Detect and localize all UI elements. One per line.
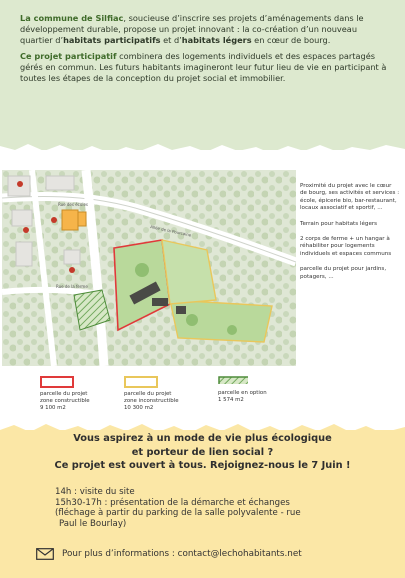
- intro-paragraph-1: [20, 13, 390, 46]
- legend-option: [218, 376, 267, 404]
- intro-text-a: , soucieuse d’inscrire ses projets d’aménagements dans le développement durable, propose un projet innovant : la co-création d’un nouveau quartier d’: [20, 13, 364, 45]
- legend-constructible: [40, 376, 90, 412]
- event-schedule: [55, 487, 385, 529]
- legend-swatch-hatch: [218, 376, 248, 384]
- note-jardins: parcelle du projet pour jardins, potagers, ...: [300, 266, 387, 280]
- commune-name: La commune de Silfiac: [20, 13, 124, 23]
- headline-line-2: et porteur de lien social ?: [131, 446, 274, 458]
- legend-label: parcelle du projet: [124, 391, 172, 397]
- legend-swatch-red: [40, 376, 74, 388]
- site-map: [2, 170, 296, 366]
- torn-paper-edge-top: [0, 136, 405, 170]
- envelope-icon: [36, 548, 54, 560]
- intro-paragraph-2: [20, 51, 390, 84]
- legend-label: parcelle du projet: [40, 391, 88, 397]
- legend-inconstructible: [124, 376, 179, 412]
- note-terrain: Terrain pour habitats légers: [300, 220, 378, 227]
- contact-text[interactable]: Pour plus d’informations : contact@lechohabitants.net: [62, 549, 302, 559]
- habitats-legers: habitats légers: [181, 35, 252, 45]
- habitats-participatifs: habitats participatifs: [63, 35, 161, 45]
- legend-label: parcelle en option: [218, 390, 267, 396]
- schedule-visit: 14h : visite du site: [55, 487, 135, 497]
- schedule-directions: (fléchage à partir du parking de la salle polyvalente - rue: [55, 508, 301, 518]
- projet-participatif: Ce projet participatif: [20, 51, 117, 61]
- legend-area: 10 300 m2: [124, 405, 154, 411]
- intro-text-d: combinera des logements individuels et des espaces partagés gérés en commun. Les futurs habitants imagineront leur futur lieu de vie en participant à toutes les étapes de la conception du projet social et immobilier.: [20, 51, 387, 83]
- legend-area: 1 574 m2: [218, 397, 244, 403]
- legend-label: zone constructible: [40, 398, 90, 404]
- schedule-directions-2: Paul le Bourlay): [59, 518, 127, 529]
- street-label-1: Rue des écoles: [58, 202, 88, 207]
- intro-text-b: et d’: [160, 35, 182, 45]
- legend-area: 9 100 m2: [40, 405, 66, 411]
- street-label-2: Rue de la ferme: [56, 284, 88, 289]
- intro-text: [20, 13, 390, 89]
- legend-label: zone inconstructible: [124, 398, 179, 404]
- intro-text-c: en cœur de bourg.: [251, 35, 331, 45]
- note-corps-de-ferme: 2 corps de ferme + un hangar à réhabiliter pour logements individuels et espaces communs: [300, 236, 392, 257]
- headline-line-3: Ce projet est ouvert à tous. Rejoignez-nous le 7 Juin !: [54, 460, 351, 471]
- call-to-action: [20, 432, 385, 473]
- note-proximite: Proximité du projet avec le cœur de bourg, ses activités et services : école, épicerie bio, bar-restaurant, locaux associatif et sportif, ...: [300, 183, 400, 212]
- schedule-presentation: 15h30-17h : présentation de la démarche et échanges: [55, 497, 290, 508]
- legend-swatch-yellow: [124, 376, 158, 388]
- contact-line: [36, 548, 376, 560]
- map-side-notes: [300, 183, 400, 289]
- street-label-3: Allée de la Pourcaine: [149, 224, 192, 238]
- headline-line-1: Vous aspirez à un mode de vie plus écologique: [73, 433, 332, 444]
